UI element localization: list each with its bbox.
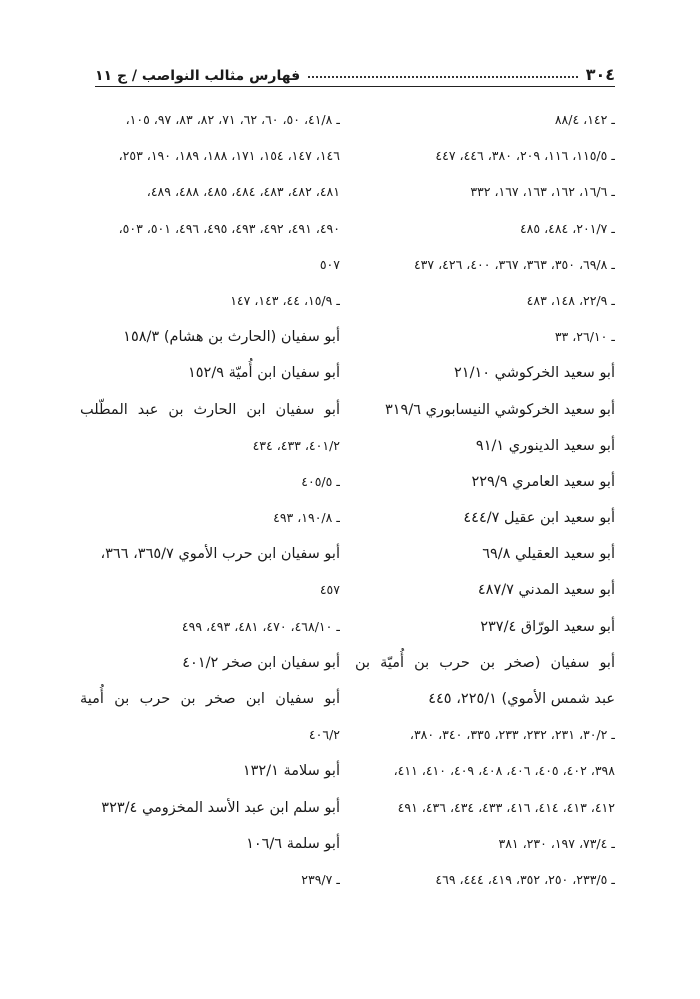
- index-subentry: ٤٨١، ٤٨٢، ٤٨٣، ٤٨٤، ٤٨٥، ٤٨٨، ٤٨٩،: [146, 184, 340, 200]
- index-entry: أبو سفيان ابن صخر بن حرب بن أُمية: [80, 691, 340, 707]
- index-entry: أبو سفيان ابن أُميّة ١٥٢/٩: [187, 365, 340, 382]
- index-subentry: ١٤٦، ١٤٧، ١٥٤، ١٧١، ١٨٨، ١٨٩، ١٩٠، ٢٥٣،: [118, 148, 340, 164]
- index-entry: أبو سفيان (صخر بن حرب بن أُميّة بن: [355, 654, 615, 671]
- index-subentry: ـ ١٤٢، ٨٨/٤: [554, 112, 615, 127]
- index-subentry: ـ ٤١/٨، ٥٠، ٦٠، ٦٢، ٧١، ٨٢، ٨٣، ٩٧، ١٠٥،: [125, 112, 340, 127]
- index-entry: أبو سلمة ١٠٦/٦: [246, 835, 340, 852]
- header-rule: [95, 86, 615, 87]
- index-subentry: ـ ٢٠١/٧، ٤٨٤، ٤٨٥: [519, 220, 615, 236]
- page-header: [95, 56, 615, 84]
- index-entry: أبو سعيد الدينوري ٩١/١: [475, 437, 615, 454]
- index-subentry: ـ ٢٦/١٠، ٣٣: [554, 329, 615, 345]
- index-subentry: ٤١٢، ٤١٣، ٤١٤، ٤١٦، ٤٣٣، ٤٣٤، ٤٣٦، ٤٩١: [397, 799, 615, 815]
- index-entry: أبو سفيان ابن صخر ٤٠١/٢: [182, 654, 340, 671]
- index-subentry: ـ ٢٣٩/٧: [301, 871, 340, 887]
- index-entry: أبو سعيد ابن عقيل ٤٤٤/٧: [463, 510, 615, 527]
- index-entry: أبو سعيد الخركوشي النيسابوري ٣١٩/٦: [384, 401, 615, 418]
- index-entry: أبو سعيد الخركوشي ٢١/١٠: [454, 365, 615, 382]
- index-entry: أبو سعيد المدني ٤٨٧/٧: [477, 582, 615, 599]
- index-subentry: ـ ٤٠٥/٥: [301, 473, 340, 489]
- header-dots: [308, 76, 578, 78]
- index-entry: أبو سعيد العقيلي ٦٩/٨: [482, 546, 615, 563]
- index-entry: أبو سلامة ١٣٢/١: [242, 763, 340, 780]
- index-subentry: ٤٥٧: [319, 582, 340, 598]
- index-entry: أبو سفيان ابن الحارث بن عبد المطّلب: [80, 401, 340, 418]
- index-subentry: ـ ١٥/٩، ٤٤، ١٤٣، ١٤٧: [230, 292, 340, 308]
- index-subentry: ـ ٧٣/٤، ١٩٧، ٢٣٠، ٣٨١: [498, 835, 615, 851]
- right-column: [355, 102, 615, 898]
- index-subentry: ـ ١٩٠/٨، ٤٩٣: [273, 510, 340, 526]
- index-subentry: ٥٠٧: [319, 256, 340, 272]
- index-subentry: ـ ٢٣٣/٥، ٢٥٠، ٣٥٢، ٤١٩، ٤٤٤، ٤٦٩: [435, 871, 615, 887]
- page-number: ٣٠٤: [585, 65, 615, 84]
- index-entry: عبد شمس الأموي) ٢٢٥/١، ٤٤٥: [428, 691, 615, 707]
- index-subentry: ـ ٤٦٨/١٠، ٤٧٠، ٤٨١، ٤٩٣، ٤٩٩: [181, 618, 340, 634]
- index-subentry: ـ ٣٠/٢، ٢٣١، ٢٣٢، ٢٣٣، ٣٣٥، ٣٤٠، ٣٨٠،: [409, 727, 615, 743]
- index-subentry: ٤٩٠، ٤٩١، ٤٩٢، ٤٩٣، ٤٩٥، ٤٩٦، ٥٠١، ٥٠٣،: [118, 220, 340, 236]
- index-entry: أبو سعيد الورّاق ٢٣٧/٤: [480, 618, 615, 635]
- index-subentry: ـ ٢٢/٩، ١٤٨، ٤٨٣: [526, 292, 615, 308]
- index-subentry: ٤٠١/٢، ٤٣٣، ٤٣٤: [252, 437, 340, 453]
- index-entry: أبو سفيان ابن حرب الأموي ٣٦٥/٧، ٣٦٦،: [100, 546, 340, 563]
- index-subentry: ٤٠٦/٢: [308, 727, 340, 743]
- index-subentry: ـ ١٦/٦، ١٦٢، ١٦٣، ١٦٧، ٣٣٢: [470, 184, 615, 200]
- index-entry: أبو سلم ابن عبد الأسد المخزومي ٣٢٣/٤: [101, 799, 340, 816]
- index-entry: أبو سفيان (الحارث بن هشام) ١٥٨/٣: [123, 329, 340, 346]
- index-entry: أبو سعيد العامري ٢٢٩/٩: [471, 473, 615, 490]
- index-subentry: ـ ٦٩/٨، ٣٥٠، ٣٦٣، ٣٦٧، ٤٠٠، ٤٢٦، ٤٣٧: [413, 256, 615, 272]
- index-subentry: ـ ١١٥/٥، ١١٦، ٢٠٩، ٣٨٠، ٤٤٦، ٤٤٧: [435, 148, 615, 164]
- header-title: فهارس مثالب النواصب / ج ١١: [95, 68, 301, 84]
- left-column: [80, 102, 340, 898]
- index-subentry: ٣٩٨، ٤٠٢، ٤٠٥، ٤٠٦، ٤٠٨، ٤٠٩، ٤١٠، ٤١١،: [393, 763, 615, 779]
